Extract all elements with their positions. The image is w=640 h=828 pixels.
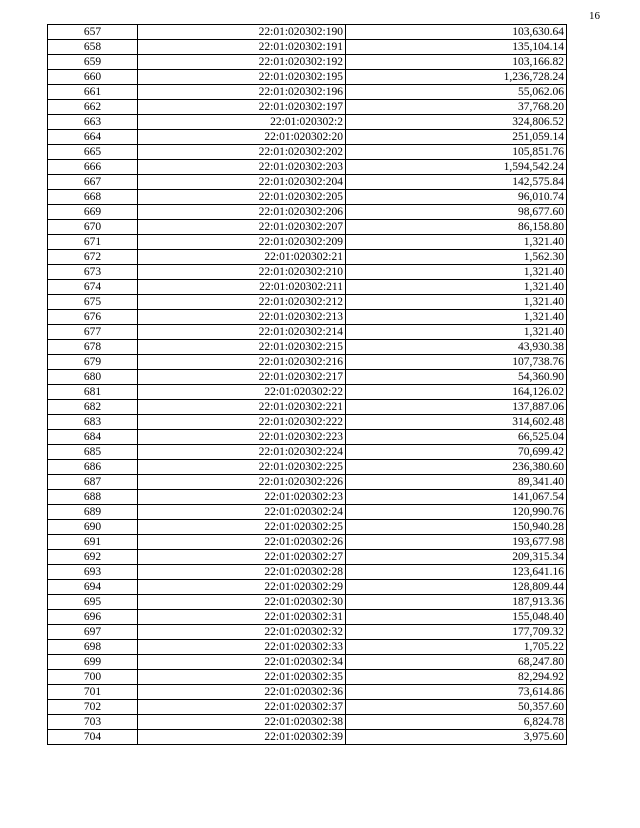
- cadastral-number-cell: 22:01:020302:35: [138, 670, 346, 685]
- page-number: 16: [589, 10, 600, 22]
- value-cell: 37,768.20: [346, 100, 567, 115]
- cadastral-number-cell: 22:01:020302:226: [138, 475, 346, 490]
- table-row: [48, 190, 567, 205]
- row-number-cell: 690: [48, 520, 138, 535]
- table-row: [48, 40, 567, 55]
- cadastral-number-cell: 22:01:020302:24: [138, 505, 346, 520]
- table-row: [48, 355, 567, 370]
- value-cell: 1,705.22: [346, 640, 567, 655]
- row-number-cell: 695: [48, 595, 138, 610]
- table-row: [48, 580, 567, 595]
- value-cell: 187,913.36: [346, 595, 567, 610]
- cadastral-number-cell: 22:01:020302:197: [138, 100, 346, 115]
- table-row: [48, 715, 567, 730]
- table-row: [48, 610, 567, 625]
- value-cell: 177,709.32: [346, 625, 567, 640]
- value-cell: 1,594,542.24: [346, 160, 567, 175]
- cadastral-number-cell: 22:01:020302:204: [138, 175, 346, 190]
- row-number-cell: 670: [48, 220, 138, 235]
- table-row: [48, 460, 567, 475]
- value-cell: 103,166.82: [346, 55, 567, 70]
- row-number-cell: 657: [48, 25, 138, 40]
- row-number-cell: 693: [48, 565, 138, 580]
- row-number-cell: 663: [48, 115, 138, 130]
- row-number-cell: 683: [48, 415, 138, 430]
- cadastral-number-cell: 22:01:020302:27: [138, 550, 346, 565]
- value-cell: 55,062.06: [346, 85, 567, 100]
- table-row: [48, 340, 567, 355]
- row-number-cell: 674: [48, 280, 138, 295]
- row-number-cell: 686: [48, 460, 138, 475]
- value-cell: 236,380.60: [346, 460, 567, 475]
- value-cell: 3,975.60: [346, 730, 567, 745]
- value-cell: 120,990.76: [346, 505, 567, 520]
- value-cell: 155,048.40: [346, 610, 567, 625]
- table-row: [48, 565, 567, 580]
- table-row: [48, 130, 567, 145]
- row-number-cell: 671: [48, 235, 138, 250]
- value-cell: 68,247.80: [346, 655, 567, 670]
- table-row: [48, 100, 567, 115]
- value-cell: 86,158.80: [346, 220, 567, 235]
- table-row: [48, 325, 567, 340]
- row-number-cell: 660: [48, 70, 138, 85]
- row-number-cell: 681: [48, 385, 138, 400]
- cadastral-number-cell: 22:01:020302:36: [138, 685, 346, 700]
- row-number-cell: 664: [48, 130, 138, 145]
- value-cell: 193,677.98: [346, 535, 567, 550]
- row-number-cell: 678: [48, 340, 138, 355]
- value-cell: 1,321.40: [346, 325, 567, 340]
- cadastral-number-cell: 22:01:020302:38: [138, 715, 346, 730]
- cadastral-number-cell: 22:01:020302:25: [138, 520, 346, 535]
- value-cell: 1,321.40: [346, 235, 567, 250]
- cadastral-number-cell: 22:01:020302:222: [138, 415, 346, 430]
- row-number-cell: 700: [48, 670, 138, 685]
- cadastral-value-table: [47, 24, 567, 745]
- value-cell: 70,699.42: [346, 445, 567, 460]
- row-number-cell: 698: [48, 640, 138, 655]
- cadastral-number-cell: 22:01:020302:2: [138, 115, 346, 130]
- row-number-cell: 689: [48, 505, 138, 520]
- cadastral-number-cell: 22:01:020302:225: [138, 460, 346, 475]
- row-number-cell: 688: [48, 490, 138, 505]
- cadastral-number-cell: 22:01:020302:203: [138, 160, 346, 175]
- cadastral-number-cell: 22:01:020302:215: [138, 340, 346, 355]
- row-number-cell: 665: [48, 145, 138, 160]
- cadastral-number-cell: 22:01:020302:32: [138, 625, 346, 640]
- table-row: [48, 595, 567, 610]
- value-cell: 73,614.86: [346, 685, 567, 700]
- table-row: [48, 235, 567, 250]
- cadastral-number-cell: 22:01:020302:190: [138, 25, 346, 40]
- cadastral-number-cell: 22:01:020302:214: [138, 325, 346, 340]
- row-number-cell: 661: [48, 85, 138, 100]
- cadastral-number-cell: 22:01:020302:196: [138, 85, 346, 100]
- table-row: [48, 505, 567, 520]
- cadastral-number-cell: 22:01:020302:216: [138, 355, 346, 370]
- value-cell: 1,236,728.24: [346, 70, 567, 85]
- table-row: [48, 115, 567, 130]
- row-number-cell: 662: [48, 100, 138, 115]
- value-cell: 209,315.34: [346, 550, 567, 565]
- value-cell: 98,677.60: [346, 205, 567, 220]
- value-cell: 142,575.84: [346, 175, 567, 190]
- table-row: [48, 370, 567, 385]
- table-row: [48, 730, 567, 745]
- row-number-cell: 668: [48, 190, 138, 205]
- value-cell: 135,104.14: [346, 40, 567, 55]
- table-row: [48, 295, 567, 310]
- row-number-cell: 684: [48, 430, 138, 445]
- cadastral-number-cell: 22:01:020302:21: [138, 250, 346, 265]
- table-row: [48, 205, 567, 220]
- cadastral-number-cell: 22:01:020302:217: [138, 370, 346, 385]
- table-row: [48, 640, 567, 655]
- value-cell: 1,562.30: [346, 250, 567, 265]
- row-number-cell: 659: [48, 55, 138, 70]
- value-cell: 1,321.40: [346, 295, 567, 310]
- row-number-cell: 704: [48, 730, 138, 745]
- cadastral-number-cell: 22:01:020302:39: [138, 730, 346, 745]
- row-number-cell: 699: [48, 655, 138, 670]
- row-number-cell: 691: [48, 535, 138, 550]
- cadastral-number-cell: 22:01:020302:30: [138, 595, 346, 610]
- table-row: [48, 520, 567, 535]
- value-cell: 107,738.76: [346, 355, 567, 370]
- cadastral-number-cell: 22:01:020302:192: [138, 55, 346, 70]
- cadastral-number-cell: 22:01:020302:210: [138, 265, 346, 280]
- row-number-cell: 679: [48, 355, 138, 370]
- table-row: [48, 550, 567, 565]
- cadastral-number-cell: 22:01:020302:206: [138, 205, 346, 220]
- value-cell: 314,602.48: [346, 415, 567, 430]
- value-cell: 1,321.40: [346, 265, 567, 280]
- table-row: [48, 145, 567, 160]
- row-number-cell: 677: [48, 325, 138, 340]
- value-cell: 43,930.38: [346, 340, 567, 355]
- value-cell: 103,630.64: [346, 25, 567, 40]
- value-cell: 89,341.40: [346, 475, 567, 490]
- table-row: [48, 250, 567, 265]
- table-row: [48, 535, 567, 550]
- row-number-cell: 692: [48, 550, 138, 565]
- row-number-cell: 687: [48, 475, 138, 490]
- value-cell: 164,126.02: [346, 385, 567, 400]
- table-row: [48, 430, 567, 445]
- value-cell: 6,824.78: [346, 715, 567, 730]
- cadastral-number-cell: 22:01:020302:31: [138, 610, 346, 625]
- row-number-cell: 675: [48, 295, 138, 310]
- row-number-cell: 694: [48, 580, 138, 595]
- row-number-cell: 658: [48, 40, 138, 55]
- cadastral-number-cell: 22:01:020302:34: [138, 655, 346, 670]
- value-cell: 1,321.40: [346, 310, 567, 325]
- table-row: [48, 700, 567, 715]
- cadastral-number-cell: 22:01:020302:26: [138, 535, 346, 550]
- row-number-cell: 685: [48, 445, 138, 460]
- row-number-cell: 669: [48, 205, 138, 220]
- row-number-cell: 676: [48, 310, 138, 325]
- table-row: [48, 670, 567, 685]
- value-cell: 66,525.04: [346, 430, 567, 445]
- value-cell: 150,940.28: [346, 520, 567, 535]
- table-row: [48, 445, 567, 460]
- row-number-cell: 680: [48, 370, 138, 385]
- row-number-cell: 701: [48, 685, 138, 700]
- cadastral-number-cell: 22:01:020302:213: [138, 310, 346, 325]
- cadastral-number-cell: 22:01:020302:212: [138, 295, 346, 310]
- value-cell: 105,851.76: [346, 145, 567, 160]
- value-cell: 251,059.14: [346, 130, 567, 145]
- table-row: [48, 475, 567, 490]
- value-cell: 54,360.90: [346, 370, 567, 385]
- cadastral-number-cell: 22:01:020302:23: [138, 490, 346, 505]
- row-number-cell: 696: [48, 610, 138, 625]
- table-body: [48, 25, 567, 745]
- cadastral-number-cell: 22:01:020302:28: [138, 565, 346, 580]
- cadastral-number-cell: 22:01:020302:37: [138, 700, 346, 715]
- table-row: [48, 85, 567, 100]
- row-number-cell: 702: [48, 700, 138, 715]
- value-cell: 123,641.16: [346, 565, 567, 580]
- table-row: [48, 385, 567, 400]
- value-cell: 137,887.06: [346, 400, 567, 415]
- cadastral-number-cell: 22:01:020302:195: [138, 70, 346, 85]
- cadastral-number-cell: 22:01:020302:29: [138, 580, 346, 595]
- cadastral-number-cell: 22:01:020302:191: [138, 40, 346, 55]
- value-cell: 128,809.44: [346, 580, 567, 595]
- row-number-cell: 703: [48, 715, 138, 730]
- cadastral-number-cell: 22:01:020302:20: [138, 130, 346, 145]
- cadastral-number-cell: 22:01:020302:211: [138, 280, 346, 295]
- table-row: [48, 490, 567, 505]
- cadastral-number-cell: 22:01:020302:202: [138, 145, 346, 160]
- table-row: [48, 220, 567, 235]
- cadastral-number-cell: 22:01:020302:33: [138, 640, 346, 655]
- value-cell: 1,321.40: [346, 280, 567, 295]
- cadastral-number-cell: 22:01:020302:22: [138, 385, 346, 400]
- table-row: [48, 415, 567, 430]
- table-row: [48, 70, 567, 85]
- value-cell: 324,806.52: [346, 115, 567, 130]
- row-number-cell: 673: [48, 265, 138, 280]
- value-cell: 96,010.74: [346, 190, 567, 205]
- table-row: [48, 310, 567, 325]
- table-row: [48, 280, 567, 295]
- table-row: [48, 685, 567, 700]
- table-row: [48, 655, 567, 670]
- cadastral-number-cell: 22:01:020302:223: [138, 430, 346, 445]
- cadastral-number-cell: 22:01:020302:209: [138, 235, 346, 250]
- row-number-cell: 697: [48, 625, 138, 640]
- table-row: [48, 25, 567, 40]
- cadastral-number-cell: 22:01:020302:221: [138, 400, 346, 415]
- row-number-cell: 682: [48, 400, 138, 415]
- table-row: [48, 160, 567, 175]
- cadastral-number-cell: 22:01:020302:224: [138, 445, 346, 460]
- value-cell: 82,294.92: [346, 670, 567, 685]
- value-cell: 50,357.60: [346, 700, 567, 715]
- table-row: [48, 625, 567, 640]
- row-number-cell: 666: [48, 160, 138, 175]
- cadastral-number-cell: 22:01:020302:205: [138, 190, 346, 205]
- row-number-cell: 672: [48, 250, 138, 265]
- table-row: [48, 55, 567, 70]
- table-row: [48, 175, 567, 190]
- table-row: [48, 265, 567, 280]
- row-number-cell: 667: [48, 175, 138, 190]
- cadastral-number-cell: 22:01:020302:207: [138, 220, 346, 235]
- value-cell: 141,067.54: [346, 490, 567, 505]
- table-row: [48, 400, 567, 415]
